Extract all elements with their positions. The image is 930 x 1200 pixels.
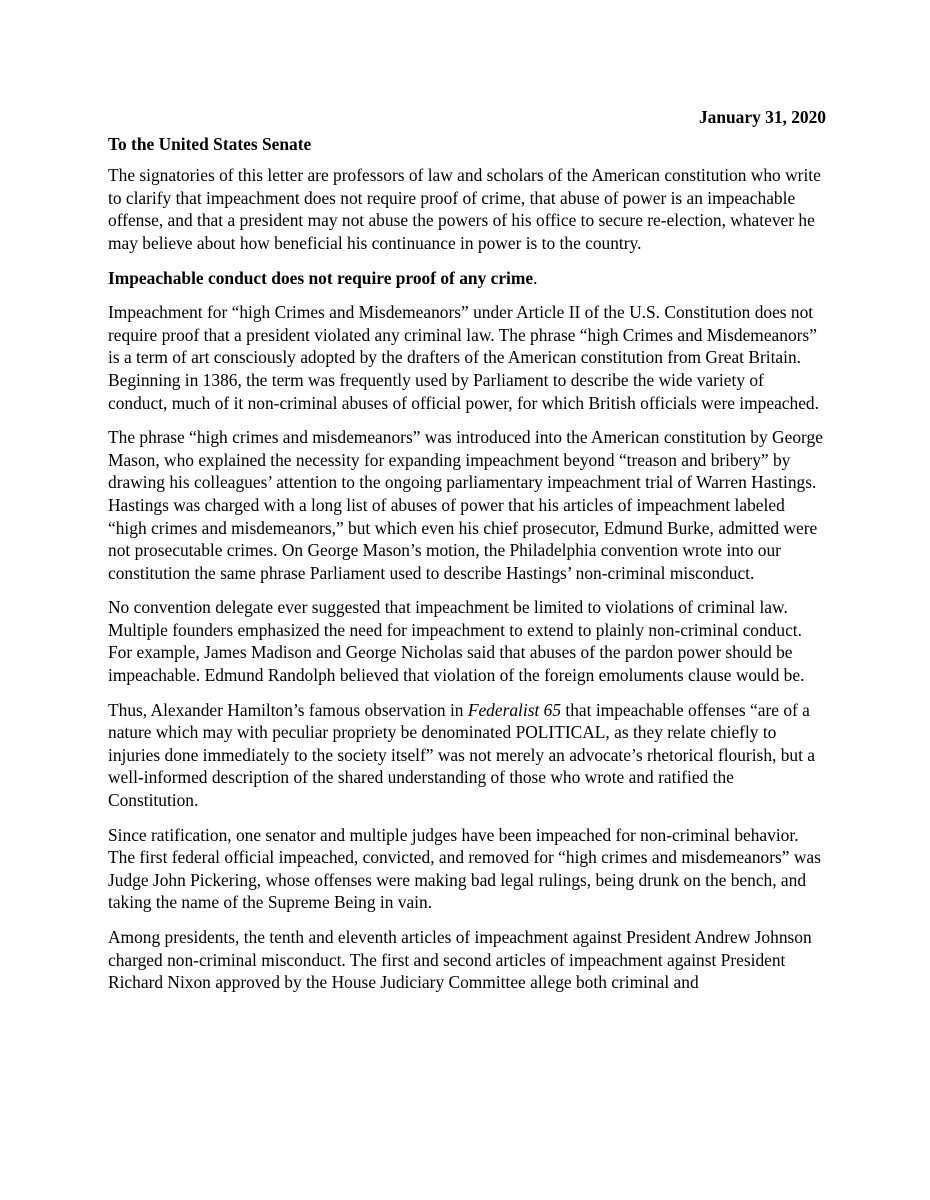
section-heading-period: . [533, 267, 538, 288]
paragraph-4 [108, 699, 826, 812]
letter-body [108, 106, 826, 1006]
intro-paragraph: The signatories of this letter are professors of law and scholars of the American constitution who write to clarify that impeachment does not require proof of crime, that abuse of power is an impeachable offense, and that a president may not abuse the powers of his office to secure re-election, whatever he may believe about how beneficial his continuance in power is to the country. [108, 165, 821, 253]
paragraph-4-lead: Thus, Alexander Hamilton’s famous observation in [108, 699, 468, 720]
paragraph-1: Impeachment for “high Crimes and Misdemeanors” under Article II of the U.S. Constitution does not require proof that a president violated any criminal law. The phrase “high Crimes and Misdemeanors” is a term of art consciously adopted by the drafters of the American constitution from Great Britain. Beginning in 1386, the term was frequently used by Parliament to describe the wide variety of conduct, much of it non-criminal abuses of official power, for which British officials were impeached. [108, 302, 819, 413]
paragraph-3: No convention delegate ever suggested that impeachment be limited to violations of criminal law. Multiple founders emphasized the need for impeachment to extend to plainly non-criminal conduct. For example, James Madison and George Nicholas said that abuses of the pardon power should be impeachable. Edmund Randolph believed that violation of the foreign emoluments clause would be. [108, 597, 805, 686]
paragraph-6: Among presidents, the tenth and eleventh articles of impeachment against President Andrew Johnson charged non-criminal misconduct. The first and second articles of impeachment against President Richard Nixon approved by the House Judiciary Committee allege both criminal and [108, 927, 812, 993]
paragraph-4-rest: that impeachable offenses “are of a nature which may with peculiar propriety be denominated POLITICAL, as they relate chiefly to injuries done immediately to the society itself” was not merely an advocate’s rhetorical flourish, but a well-informed description of the shared understanding of those who wrote and ratified the Constitution. [108, 699, 816, 811]
section-heading-text: Impeachable conduct does not require proof of any crime [108, 267, 534, 288]
paragraph-5: Since ratification, one senator and multiple judges have been impeached for non-criminal behavior. The first federal official impeached, convicted, and removed for “high crimes and misdemeanors” was Judge John Pickering, whose offenses were making bad legal rulings, being drunk on the bench, and taking the name of the Supreme Being in vain. [108, 824, 821, 913]
paragraph-2: The phrase “high crimes and misdemeanors” was introduced into the American constitution by George Mason, who explained the necessity for expanding impeachment beyond “treason and bribery” by drawing his colleagues’ attention to the ongoing parliamentary impeachment trial of Warren Hastings. Hastings was charged with a long list of abuses of power that his articles of impeachment labeled “high crimes and misdemeanors,” but which even his chief prosecutor, Edmund Burke, admitted were not prosecutable crimes. On George Mason’s motion, the Philadelphia convention wrote into our constitution the same phrase Parliament used to describe Hastings’ non-criminal misconduct. [108, 427, 823, 583]
letter-salutation: To the United States Senate [108, 133, 312, 154]
section-heading [108, 267, 826, 290]
federalist-citation: Federalist 65 [467, 699, 562, 720]
letter-date: January 31, 2020 [698, 107, 826, 127]
